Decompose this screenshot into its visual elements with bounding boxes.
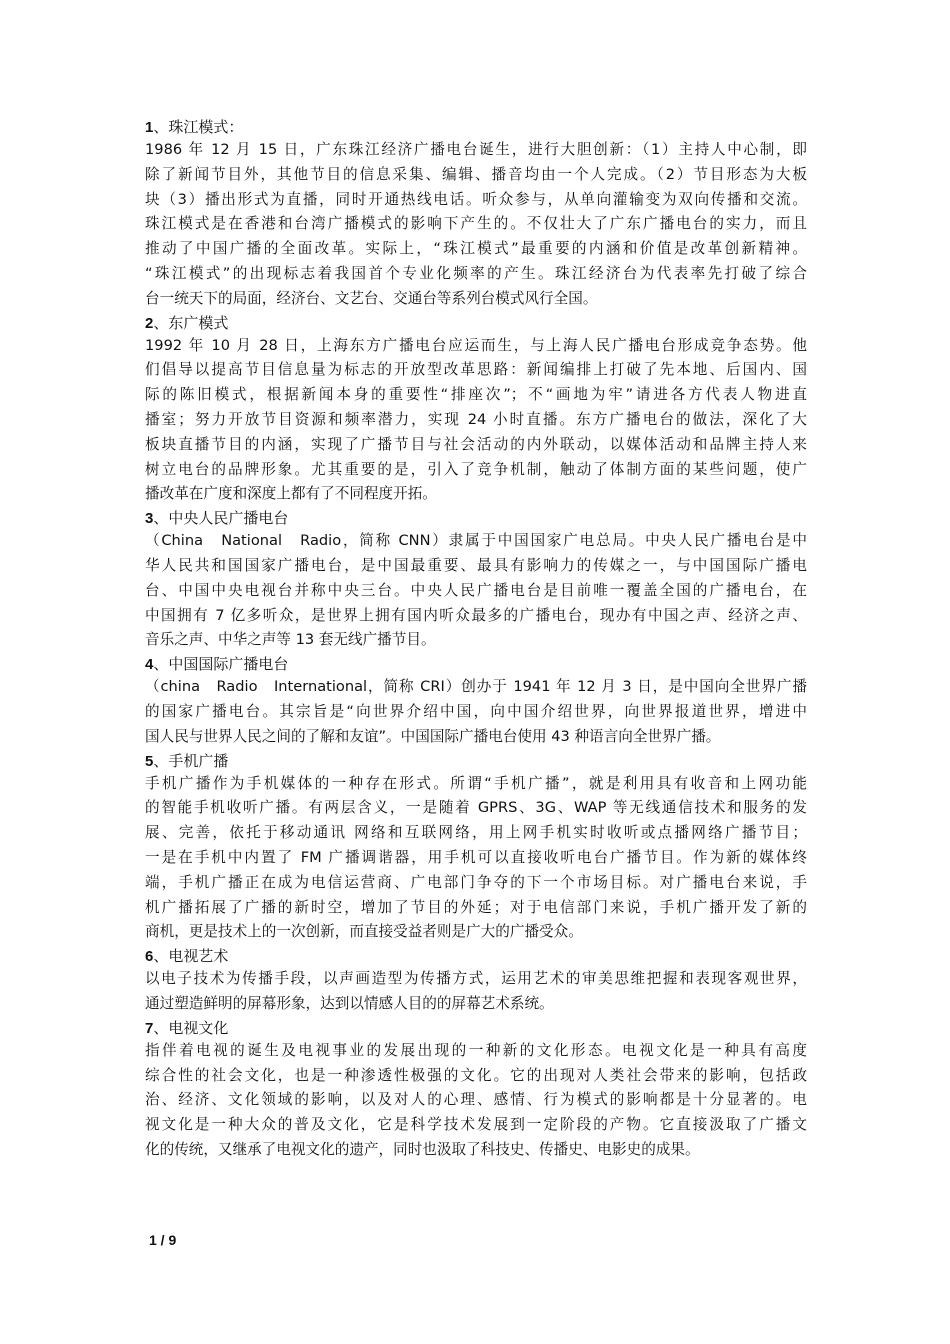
paragraph-line: 化的传统，又继承了电视文化的遗产，同时也汲取了科技史、传播史、电影史的成果。	[145, 1140, 700, 1158]
section-paragraph	[145, 675, 807, 749]
section-title: 、中国国际广播电台	[153, 655, 289, 674]
paragraph-line: 展、完善，依托于移动通讯 网络和互联网络，用上网手机实时收听或点播网络广播节目；	[145, 824, 807, 842]
section-heading	[145, 750, 807, 772]
section-paragraph	[145, 967, 807, 1017]
paragraph-line: 机广播拓展了广播的新时空，增加了节目的外延；对于电信部门来说，手机广播开发了新的	[145, 898, 807, 916]
section-title: 、东广模式	[153, 313, 229, 332]
paragraph-line: 们倡导以提高节目信息量为标志的开放型改革思路：新闻编排上打破了先本地、后国内、国	[145, 361, 807, 379]
section-number: 7	[145, 1019, 154, 1037]
paragraph-line: 板块直播节目的内涵，实现了广播节目与社会活动的内外联动，以媒体活动和品牌主持人来	[145, 435, 807, 453]
section-number: 5	[145, 752, 154, 770]
paragraph-line: 一是在手机中内置了 FM 广播调谐器，用手机可以直接收听电台广播节目。作为新的媒体终	[145, 848, 807, 866]
section-heading	[145, 507, 807, 529]
paragraph-line: 综合性的社会文化，也是一种渗透性极强的文化。它的出现对人类社会带来的影响，包括政	[145, 1066, 807, 1084]
section-number: 6	[145, 948, 154, 966]
section-title: 、中央人民广播电台	[153, 509, 289, 528]
section-paragraph	[145, 529, 807, 653]
section-paragraph	[145, 1039, 807, 1163]
section-paragraph	[145, 138, 807, 312]
paragraph-line: 音乐之声、中华之声等 13 套无线广播节目。	[145, 631, 436, 649]
paragraph-line: 推动了中国广播的全面改革。实际上，“珠江模式”最重要的内涵和价值是改革创新精神。	[145, 240, 807, 258]
paragraph-line: 播改革在广度和深度上都有了不同程度开拓。	[145, 485, 437, 503]
section-paragraph	[145, 334, 807, 508]
section-heading	[145, 945, 807, 967]
section-heading	[145, 116, 807, 138]
section-title: 、珠江模式：	[153, 118, 244, 136]
page-number: 1 / 9	[149, 1232, 177, 1248]
paragraph-line: 台一统天下的局面，经济台、文艺台、交通台等系列台模式风行全国。	[145, 289, 598, 307]
section-paragraph	[145, 772, 807, 946]
paragraph-line: 华人民共和国国家广播电台，是中国最重要、最具有影响力的传媒之一，与中国国际广播电	[145, 556, 807, 574]
paragraph-line: 珠江模式是在香港和台湾广播模式的影响下产生的。不仅壮大了广东广播电台的实力，而且	[145, 215, 807, 233]
paragraph-line: 视文化是一种大众的普及文化，它是科学技术发展到一定阶段的产物。它直接汲取了广播文	[145, 1116, 807, 1134]
paragraph-line: 的国家广播电台。其宗旨是“向世界介绍中国，向中国介绍世界，向世界报道世界，增进中	[145, 702, 807, 720]
paragraph-line: 商机，更是技术上的一次创新，而直接受益者则是广大的广播受众。	[145, 923, 583, 941]
section-title: 、电视文化	[153, 1018, 229, 1037]
section-heading	[145, 1017, 807, 1039]
document-page	[145, 116, 807, 1163]
document-body	[145, 116, 807, 1163]
paragraph-line: 以电子技术为传播手段，以声画造型为传播方式，运用艺术的审美思维把握和表现客观世界，	[145, 970, 807, 988]
section-heading	[145, 312, 807, 334]
paragraph-line: 块（3）播出形式为直播，同时开通热线电话。听众参与，从单向灌输变为双向传播和交流。	[145, 190, 807, 208]
paragraph-line: （China National Radio，简称 CNN）隶属于中国国家广电总局。中央人民广播电台是中	[145, 532, 807, 550]
section-number: 1	[145, 119, 154, 136]
paragraph-line: 手机广播作为手机媒体的一种存在形式。所谓“手机广播”，就是利用具有收音和上网功能	[145, 774, 807, 792]
paragraph-line: 1986 年 12 月 15 日，广东珠江经济广播电台诞生，进行大胆创新：（1）主持人中心制，即	[145, 141, 807, 158]
paragraph-line: 播室；努力开放节目资源和频率潜力，实现 24 小时直播。东方广播电台的做法，深化了大	[145, 410, 807, 428]
paragraph-line: 治、经济、文化领域的影响，以及对人的心理、感情、行为模式的影响都是十分显著的。电	[145, 1091, 807, 1109]
paragraph-line: 除了新闻节目外，其他节目的信息采集、编辑、播音均由一个人完成。（2）节目形态为大板	[145, 165, 807, 183]
paragraph-line: 通过塑造鲜明的屏幕形象，达到以情感人目的的屏幕艺术系统。	[145, 994, 554, 1012]
section-title: 、手机广播	[153, 751, 229, 770]
section-heading	[145, 653, 807, 675]
section-number: 3	[145, 510, 154, 528]
section-title: 、电视艺术	[153, 947, 229, 966]
paragraph-line: 中国拥有 7 亿多听众，是世界上拥有国内听众最多的广播电台，现办有中国之声、经济之声、	[145, 606, 807, 624]
paragraph-line: 台、中国中央电视台并称中央三台。中央人民广播电台是目前唯一覆盖全国的广播电台，在	[145, 581, 807, 599]
paragraph-line: 指伴着电视的诞生及电视事业的发展出现的一种新的文化形态。电视文化是一种具有高度	[145, 1041, 807, 1059]
paragraph-line: 端，手机广播正在成为电信运营商、广电部门争夺的下一个市场目标。对广播电台来说，手	[145, 873, 807, 891]
paragraph-line: “珠江模式”的出现标志着我国首个专业化频率的产生。珠江经济台为代表率先打破了综合	[145, 264, 807, 282]
paragraph-line: 的智能手机收听广播。有两层含义，一是随着 GPRS、3G、WAP 等无线通信技术和服务的发	[145, 799, 807, 817]
paragraph-line: 际的陈旧模式，根据新闻本身的重要性“排座次”；不“画地为牢”请进各方代表人物进直	[145, 386, 807, 404]
section-number: 2	[145, 314, 154, 332]
paragraph-line: 树立电台的品牌形象。尤其重要的是，引入了竞争机制，触动了体制方面的某些问题，使广	[145, 460, 807, 478]
paragraph-line: （china Radio International，简称 CRI）创办于 1941 年 12 月 3 日，是中国向全世界广播	[145, 678, 807, 696]
paragraph-line: 1992 年 10 月 28 日，上海东方广播电台应运而生，与上海人民广播电台形成竞争态势。他	[145, 336, 807, 354]
section-number: 4	[145, 656, 154, 674]
paragraph-line: 国人民与世界人民之间的了解和友谊”。中国国际广播电台使用 43 种语言向全世界广播。	[145, 727, 721, 745]
